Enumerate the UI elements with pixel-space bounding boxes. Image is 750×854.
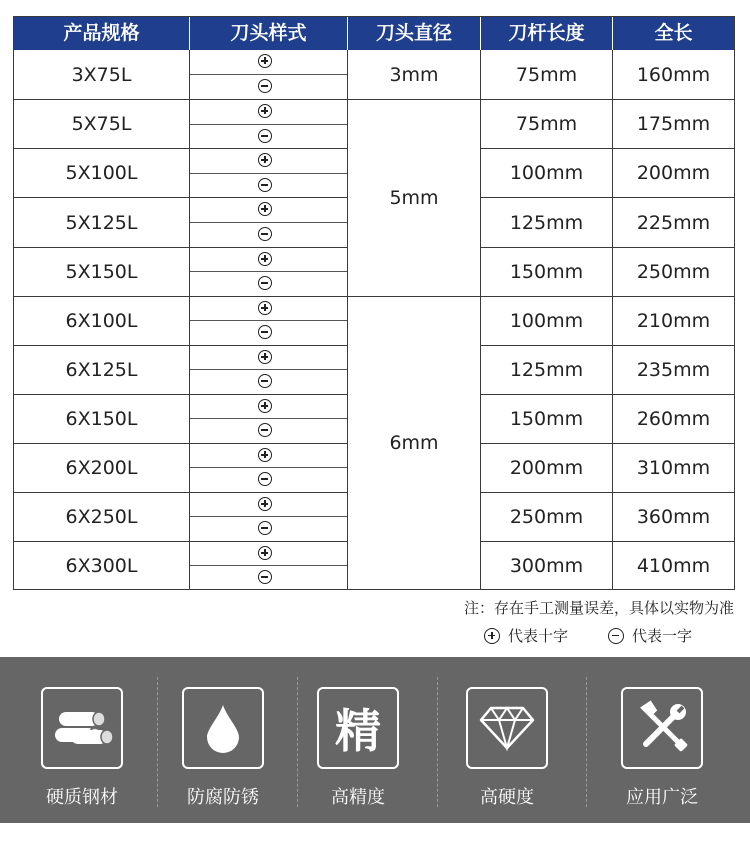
slotted-minus-icon xyxy=(258,227,272,241)
row-shaft: 200mm xyxy=(509,457,584,479)
feature-versatile xyxy=(612,657,712,823)
slotted-minus-icon xyxy=(258,423,272,437)
spec-table xyxy=(13,16,735,590)
legend-minus-label: 代表一字 xyxy=(632,627,693,645)
phillips-plus-icon xyxy=(258,546,272,560)
slotted-minus-icon xyxy=(258,374,272,388)
feature-hardness xyxy=(457,657,557,823)
row-spec: 6X100L xyxy=(65,310,138,332)
feature-precision xyxy=(308,657,408,823)
row-shaft: 100mm xyxy=(509,162,584,184)
row-shaft: 250mm xyxy=(509,506,584,528)
feature-anticorrosion xyxy=(173,657,273,823)
phillips-plus-icon xyxy=(258,202,272,216)
row-total: 200mm xyxy=(636,162,711,184)
row-total: 360mm xyxy=(636,506,711,528)
diameter-6mm: 6mm xyxy=(389,432,439,454)
slotted-minus-icon xyxy=(258,178,272,192)
phillips-plus-icon xyxy=(258,497,272,511)
precision-char-icon xyxy=(317,687,399,769)
water-drop-icon xyxy=(182,687,264,769)
row-spec: 5X75L xyxy=(71,113,132,135)
feature-label: 硬质钢材 xyxy=(46,787,118,808)
row-total: 235mm xyxy=(636,359,711,381)
header-shaft-length: 刀杆长度 xyxy=(508,22,585,44)
diameter-3mm: 3mm xyxy=(389,63,439,86)
row-spec: 5X100L xyxy=(65,162,138,184)
phillips-plus-icon xyxy=(258,399,272,413)
phillips-plus-icon xyxy=(258,301,272,315)
header-diameter: 刀头直径 xyxy=(375,22,452,44)
row-spec: 6X125L xyxy=(65,359,138,381)
feature-band xyxy=(0,657,750,823)
row-shaft: 150mm xyxy=(509,261,584,283)
feature-label: 高硬度 xyxy=(480,787,534,808)
diameter-5mm: 5mm xyxy=(389,187,439,209)
steel-bars-icon xyxy=(41,687,123,769)
slotted-minus-icon xyxy=(258,129,272,143)
slotted-minus-icon xyxy=(258,276,272,290)
slotted-minus-icon xyxy=(258,570,272,584)
legend-minus xyxy=(608,625,692,646)
precision-glyph: 精 xyxy=(335,704,381,758)
row-spec: 3X75L xyxy=(71,63,132,86)
row-spec: 6X300L xyxy=(65,554,138,577)
slotted-minus-icon xyxy=(258,79,272,93)
slotted-minus-icon xyxy=(258,521,272,535)
header-head-style: 刀头样式 xyxy=(230,22,307,44)
diamond-icon xyxy=(466,687,548,769)
slotted-minus-icon xyxy=(258,325,272,339)
row-total: 310mm xyxy=(636,457,711,479)
row-total: 210mm xyxy=(636,310,711,332)
row-spec: 5X125L xyxy=(65,211,138,234)
feature-steel xyxy=(32,657,132,823)
phillips-plus-icon xyxy=(258,104,272,118)
phillips-plus-icon xyxy=(258,252,272,266)
header-total-length: 全长 xyxy=(654,22,693,44)
row-total: 175mm xyxy=(636,113,711,135)
feature-label: 防腐防锈 xyxy=(187,787,259,808)
row-total: 225mm xyxy=(636,211,711,234)
row-spec: 6X200L xyxy=(65,457,138,479)
phillips-plus-icon xyxy=(258,448,272,462)
feature-label: 高精度 xyxy=(331,787,385,808)
row-shaft: 100mm xyxy=(509,310,584,332)
row-total: 260mm xyxy=(636,408,711,430)
measurement-note: 注：存在手工测量误差，具体以实物为准 xyxy=(463,599,734,617)
row-shaft: 125mm xyxy=(509,359,584,381)
legend-plus xyxy=(484,625,568,646)
table-header xyxy=(14,17,734,50)
row-total: 250mm xyxy=(636,261,711,283)
row-shaft: 150mm xyxy=(509,408,584,430)
row-spec: 5X150L xyxy=(65,261,138,283)
row-shaft: 75mm xyxy=(515,113,578,135)
row-total: 410mm xyxy=(636,554,711,577)
slotted-minus-icon xyxy=(608,628,624,644)
tools-icon xyxy=(621,687,703,769)
row-spec: 6X250L xyxy=(65,506,138,528)
phillips-plus-icon xyxy=(258,153,272,167)
phillips-plus-icon xyxy=(484,628,500,644)
row-shaft: 75mm xyxy=(515,63,578,86)
phillips-plus-icon xyxy=(258,350,272,364)
legend-plus-label: 代表十字 xyxy=(508,627,569,645)
row-total: 160mm xyxy=(636,63,711,86)
slotted-minus-icon xyxy=(258,472,272,486)
row-shaft: 125mm xyxy=(509,211,584,234)
feature-label: 应用广泛 xyxy=(626,787,698,808)
row-spec: 6X150L xyxy=(65,408,138,430)
header-spec: 产品规格 xyxy=(63,22,140,44)
phillips-plus-icon xyxy=(258,54,272,68)
row-shaft: 300mm xyxy=(509,554,584,577)
